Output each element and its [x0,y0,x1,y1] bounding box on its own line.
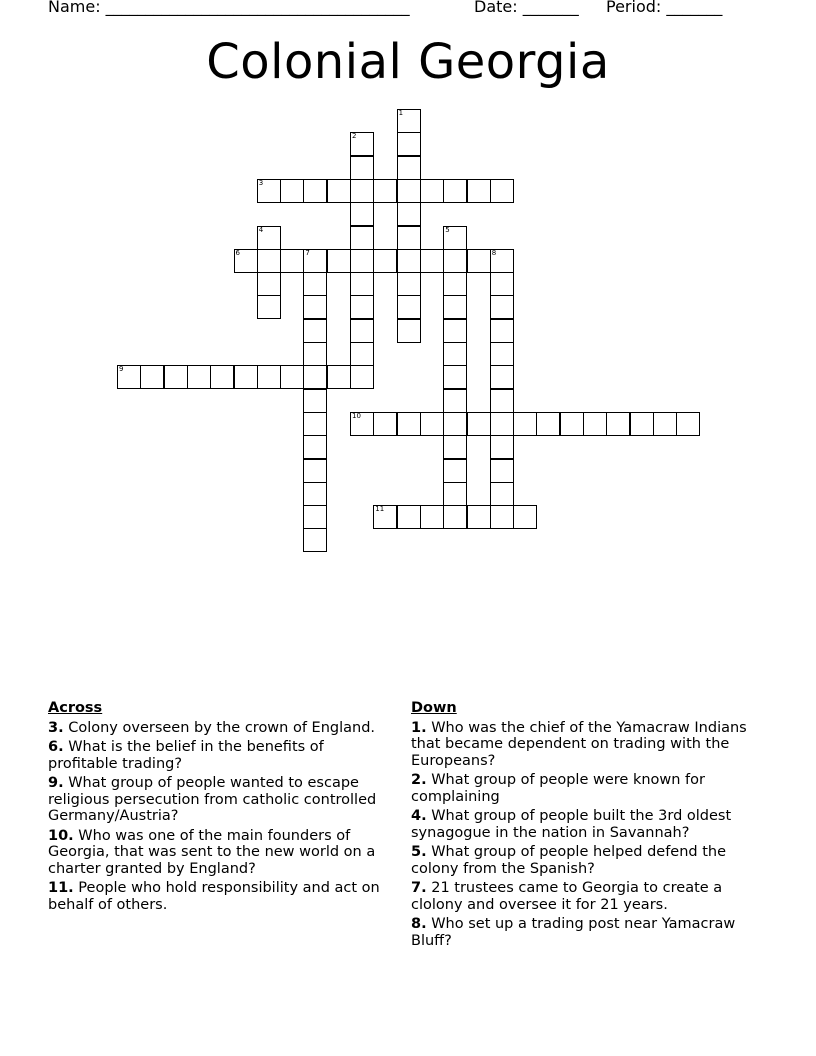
clue-text: People who hold responsibility and act on behalf of others. [48,880,380,913]
cell-number: 1 [398,109,404,117]
crossword-cell[interactable] [257,179,281,203]
crossword-cell[interactable] [443,272,467,296]
crossword-cell[interactable] [350,202,374,226]
cell-number: 6 [235,248,240,257]
crossword-cell[interactable] [210,365,234,389]
clue-text: What group of people built the 3rd oldest synagogue in the nation in Savannah? [411,808,732,841]
cell-number: 2 [352,132,357,141]
crossword-cell[interactable] [234,249,258,273]
clue-text: What is the belief in the benefits of profitable trading? [48,739,324,772]
clue-number: 4. [411,808,427,824]
across-clue [48,739,393,772]
crossword-cell[interactable] [280,365,304,389]
down-clue [411,844,773,877]
cell-number: 9 [119,365,124,374]
period-field-line: Period: _______ [606,0,723,16]
crossword-cell[interactable] [443,505,467,529]
crossword-cell[interactable] [490,482,514,506]
clue-text: Colony overseen by the crown of England. [68,719,376,736]
crossword-cell[interactable] [443,249,467,273]
crossword-cell[interactable] [257,249,281,273]
clue-number: 6. [48,739,64,755]
down-clue [411,772,773,805]
across-clue [48,880,393,913]
crossword-cell[interactable] [420,249,444,273]
crossword-cell[interactable] [536,412,560,436]
crossword-cell[interactable] [350,272,374,296]
crossword-cell[interactable] [303,412,327,436]
clue-number: 2. [411,772,427,788]
across-clue [48,828,393,878]
crossword-cell[interactable] [303,319,327,343]
crossword-cell[interactable] [280,179,304,203]
page-title: Colonial Georgia [206,34,610,90]
clue-text: 21 trustees came to Georgia to create a clolony and oversee it for 21 years. [411,880,723,913]
crossword-cell[interactable] [443,435,467,459]
crossword-cell[interactable] [490,249,514,273]
crossword-cell[interactable] [443,319,467,343]
crossword-cell[interactable] [443,412,467,436]
crossword-cell[interactable] [373,505,397,529]
clue-number: 1. [411,719,427,736]
crossword-cell[interactable] [467,505,491,529]
crossword-cell[interactable] [350,156,374,180]
clue-number: 7. [411,880,427,896]
cell-number: 7 [305,248,310,257]
crossword-cell[interactable] [397,272,421,296]
across-clue [48,720,393,737]
clue-number: 11. [48,880,74,896]
crossword-cell[interactable] [513,505,537,529]
crossword-cell[interactable] [630,412,654,436]
crossword-cell[interactable] [443,342,467,366]
cell-number: 3 [258,178,264,187]
crossword-cell[interactable] [490,459,514,483]
crossword-cell[interactable] [303,365,327,389]
cell-number: 11 [375,505,385,514]
clue-number: 3. [48,719,64,736]
crossword-cell[interactable] [350,319,374,343]
clue-number: 9. [48,775,64,791]
across-clue [48,775,393,825]
crossword-cell[interactable] [443,179,467,203]
down-heading: Down [411,700,457,716]
crossword-cell[interactable] [490,412,514,436]
crossword-cell[interactable] [397,249,421,273]
date-field-line: Date: _______ [474,0,579,16]
crossword-cell[interactable] [397,109,421,133]
crossword-cell[interactable] [397,179,421,203]
down-clue [411,808,773,841]
crossword-cell[interactable] [187,365,211,389]
down-clue [411,916,773,949]
crossword-cell[interactable] [560,412,584,436]
crossword-cell[interactable] [490,272,514,296]
crossword-cell[interactable] [676,412,700,436]
clue-text: What group of people wanted to escape religious persecution from catholic controlled Germany/Austria? [48,775,377,824]
crossword-cell[interactable] [653,412,677,436]
crossword-cell[interactable] [303,482,327,506]
crossword-cell[interactable] [606,412,630,436]
crossword-cell[interactable] [303,179,327,203]
cell-number: 10 [352,411,361,420]
clue-number: 8. [411,916,427,932]
crossword-cell[interactable] [303,295,327,319]
crossword-cell[interactable] [443,482,467,506]
down-clue [411,880,773,913]
crossword-cell[interactable] [443,295,467,319]
crossword-cell[interactable] [257,295,281,319]
crossword-cell[interactable] [350,132,374,156]
clue-text: Who was one of the main founders of Georgia, that was sent to the new world on a charter granted by England? [48,827,376,877]
clue-text: Who set up a trading post near Yamacraw Bluff? [411,916,736,949]
crossword-cell[interactable] [443,389,467,413]
crossword-cell[interactable] [257,365,281,389]
crossword-cell[interactable] [303,528,327,552]
crossword-cell[interactable] [164,365,188,389]
crossword-cell[interactable] [397,156,421,180]
crossword-cell[interactable] [443,459,467,483]
crossword-cell[interactable] [467,412,491,436]
cell-number: 8 [491,248,497,257]
crossword-cell[interactable] [490,319,514,343]
clue-text: Who was the chief of the Yamacraw Indians that became dependent on trading with the Europeans? [411,719,747,769]
crossword-cell[interactable] [467,249,491,273]
crossword-cell[interactable] [397,505,421,529]
crossword-cell[interactable] [303,505,327,529]
down-clue [411,720,773,770]
clue-number: 5. [411,844,427,860]
crossword-cell[interactable] [397,319,421,343]
crossword-cell[interactable] [490,389,514,413]
crossword-cell[interactable] [350,365,374,389]
crossword-cell[interactable] [303,389,327,413]
crossword-cell[interactable] [490,295,514,319]
crossword-cell[interactable] [303,459,327,483]
crossword-cell[interactable] [327,249,351,273]
crossword-cell[interactable] [443,226,467,250]
crossword-cell[interactable] [443,365,467,389]
crossword-cell[interactable] [350,342,374,366]
name-field-line: Name: ______________________________________ [48,0,410,16]
down-clues [411,700,773,952]
crossword-cell[interactable] [117,365,141,389]
crossword-cell[interactable] [303,272,327,296]
crossword-cell[interactable] [397,295,421,319]
cell-number: 4 [258,225,264,234]
crossword-cell[interactable] [490,342,514,366]
crossword-cell[interactable] [490,179,514,203]
crossword-cell[interactable] [420,412,444,436]
clue-number: 10. [48,827,74,844]
crossword-cell[interactable] [303,249,327,273]
across-clues [48,700,393,916]
crossword-cell[interactable] [420,179,444,203]
crossword-cell[interactable] [397,412,421,436]
clue-text: What group of people helped defend the colony from the Spanish? [411,844,727,877]
crossword-cell[interactable] [467,179,491,203]
crossword-cell[interactable] [257,272,281,296]
crossword-cell[interactable] [490,435,514,459]
crossword-cell[interactable] [373,249,397,273]
crossword-cell[interactable] [350,179,374,203]
crossword-cell[interactable] [373,179,397,203]
crossword-cell[interactable] [257,226,281,250]
crossword-cell[interactable] [490,505,514,529]
crossword-cell[interactable] [350,249,374,273]
crossword-cell[interactable] [327,365,351,389]
across-heading: Across [48,700,103,716]
crossword-cell[interactable] [303,342,327,366]
crossword-cell[interactable] [327,179,351,203]
crossword-cell[interactable] [397,226,421,250]
crossword-cell[interactable] [583,412,607,436]
crossword-cell[interactable] [513,412,537,436]
cell-number: 5 [445,225,450,234]
crossword-cell[interactable] [140,365,164,389]
crossword-cell[interactable] [420,505,444,529]
crossword-cell[interactable] [350,295,374,319]
crossword-cell[interactable] [303,435,327,459]
crossword-cell[interactable] [397,132,421,156]
clue-text: What group of people were known for complaining [411,772,705,805]
crossword-cell[interactable] [373,412,397,436]
crossword-cell[interactable] [397,202,421,226]
crossword-cell[interactable] [350,412,374,436]
crossword-cell[interactable] [490,365,514,389]
crossword-cell[interactable] [234,365,258,389]
crossword-cell[interactable] [350,226,374,250]
crossword-cell[interactable] [280,249,304,273]
